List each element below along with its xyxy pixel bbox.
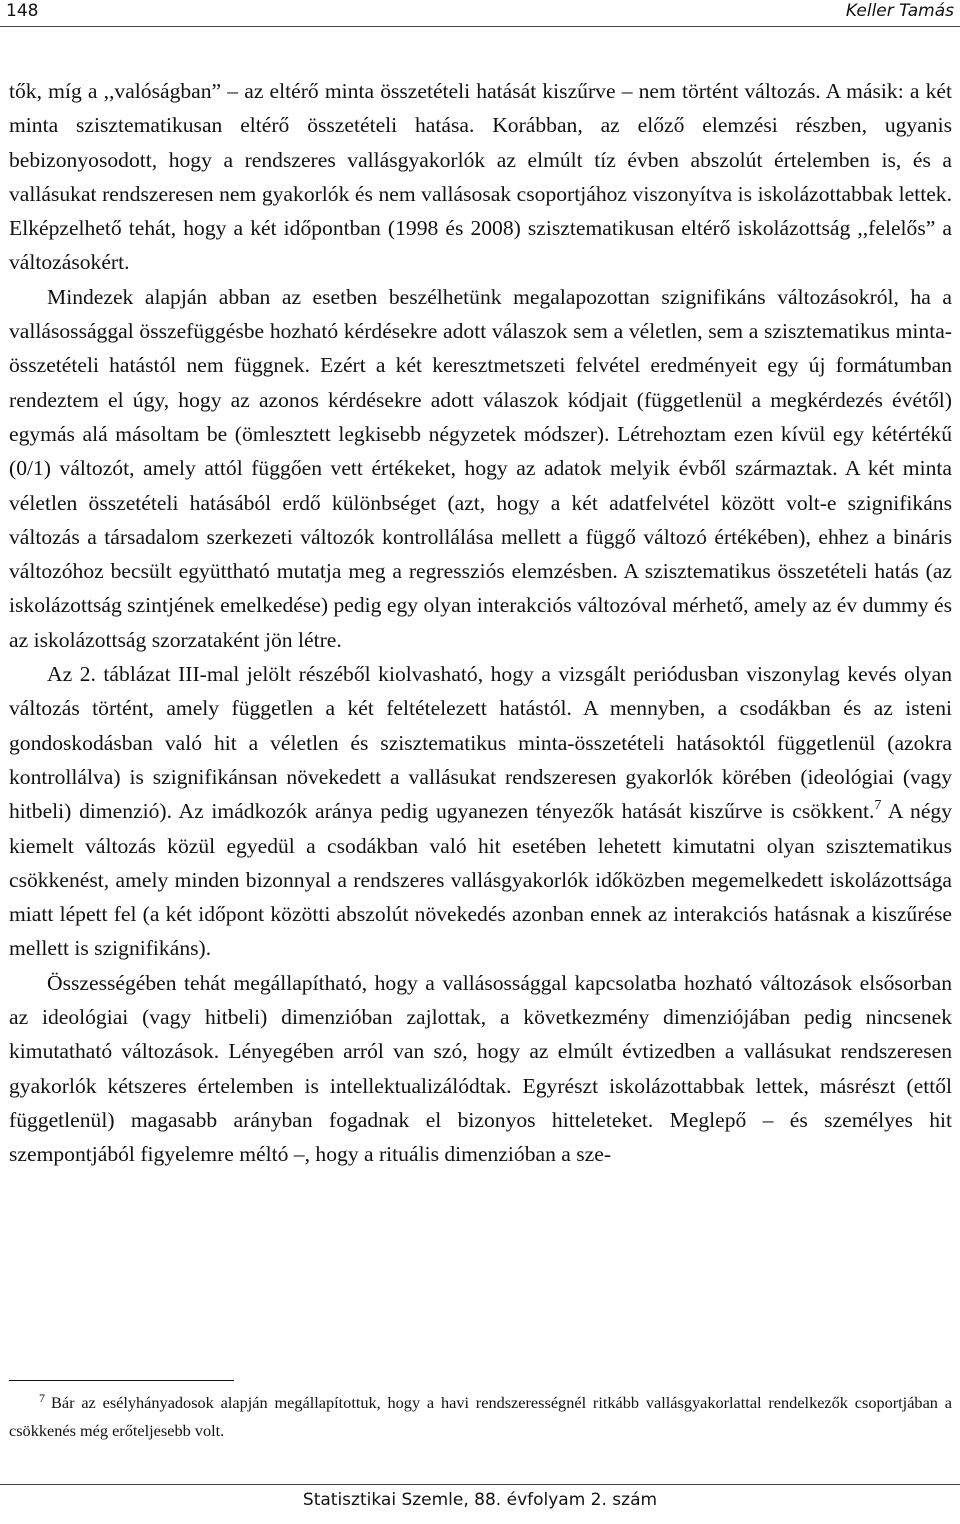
paragraph-2: Mindezek alapján abban az esetben beszélhetünk megalapozottan szignifikáns változásokról, ha a vallásossággal összefüggésbe hozható kérdésekre adott válaszok sem a véletlen, sem a szisztematikus minta-összetételi hatástól nem függnek. Ezért a két keresztmetszeti felvétel eredményeit egy új formátumban rendeztem el úgy, hogy az azonos kérdésekre adott válaszok kódjait (függetlenül a megkérdezés évétől) egymás alá másoltam be (ömlesztett legkisebb négyzetek módszer). Létrehoztam ezen kívül egy kétértékű (0/1) változót, amely attól függően vett értékeket, hogy az adatok melyik évből származtak. A két minta véletlen összetételi hatásából erdő különbséget (azt, hogy a két adatfelvétel között volt-e szignifikáns változás a társadalom szerkezeti változók kontrollálása mellett a függő változó értékében), ehhez a bináris változóhoz becsült együttható mutatja meg a regressziós elemzésben. A szisztematikus összetételi hatás (az iskolázottság szintjének emelkedése) pedig egy olyan interakciós változóval mérhető, amely az év dummy és az iskolázottság szorzataként jön létre. xyxy=(9,284,952,652)
paragraph-4: Összességében tehát megállapítható, hogy a vallásossággal kapcsolatba hozható változások elsősorban az ideológiai (vagy hitbeli) dimenzióban zajlottak, a következmény dimenziójában pedig nincsenek kimutatható változások. Lényegében arról van szó, hogy az elmúlt évtizedben a vallásukat rendszeresen gyakorlók kétszeres értelemben is intellektualizálódtak. Egyrészt iskolázottabbak lettek, másrészt (ettől függetlenül) magasabb arányban fogadnak el bizonyos hitteleteket. Meglepő – és személyes hit szempontjából figyelemre méltó –, hogy a rituális dimenzióban a sze- xyxy=(9,970,952,1167)
paragraph-3-text-continued: A négy kiemelt változás közül egyedül a csodákban való hit esetében lehetett kimutatni olyan szisztematikus csökkenést, amely minden bizonnyal a rendszeres vallásgyakorlók időközben megemelkedett iskolázottsága miatt lépett fel (a két időpont közötti abszolút növekedés azonban ennek az interakciós hatásnak a kiszűrése mellett is szignifikáns). xyxy=(9,799,952,961)
journal-title: Statisztikai Szemle, 88. évfolyam 2. szám xyxy=(302,1490,658,1510)
footnote-text: Bár az esélyhányadosok alapján megállapítottuk, hogy a havi rendszerességnél ritkább vallásgyakorlattal rendelkezők csoportjában a csökkenés még erőteljesebb volt. xyxy=(9,1393,952,1440)
body-text xyxy=(9,74,952,1172)
running-head-author: Keller Tamás xyxy=(845,1,954,21)
footnote-divider xyxy=(9,1380,234,1381)
footnote xyxy=(9,1389,952,1445)
paragraph-3-text: Az 2. táblázat III-mal jelölt részéből kiolvasható, hogy a vizsgált periódusban viszonylag kevés olyan változás történt, amely független a két feltételezett hatástól. A mennyben, a csodákban és az isteni gondoskodásban való hit a véletlen és szisztematikus minta-összetételi hatásoktól függetlenül (azokra kontrollálva) is szignifikánsan növekedett a vallásukat rendszeresen gyakorlók körében (ideológiai (vagy hitbeli) dimenzió). Az imádkozók aránya pedig ugyanezen tényezők hatását kiszűrve is csökkent. xyxy=(9,662,952,824)
paragraph-1: tők, míg a ,,valóságban” – az eltérő minta összetételi hatását kiszűrve – nem történt változás. A másik: a két minta szisztematikusan eltérő összetételi hatása. Korábban, az előző elemzési részben, ugyanis bebizonyosodott, hogy a rendszeres vallásgyakorlók az elmúlt tíz évben abszolút értelemben is, és a vallásukat rendszeresen nem gyakorlók és nem vallásosak csoportjához viszonyítva is iskolázottabbak lettek. Elképzelhető tehát, hogy a két időpontban (1998 és 2008) szisztematikusan eltérő iskolázottság ,,felelős” a változásokért. xyxy=(9,79,952,275)
page-header xyxy=(0,0,960,27)
page-footer xyxy=(0,1484,960,1524)
page-number: 148 xyxy=(6,1,39,21)
footnote-reference[interactable]: 7 xyxy=(874,798,882,814)
footnote-number: 7 xyxy=(39,1391,45,1405)
paragraph-3 xyxy=(9,657,952,966)
